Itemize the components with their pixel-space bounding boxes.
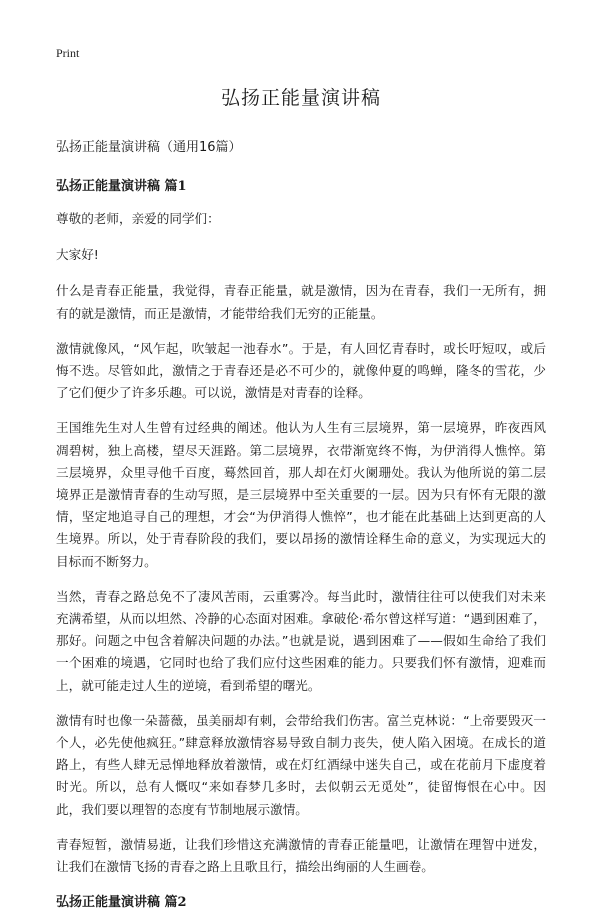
paragraph-body: 激情有时也像一朵蔷薇，虽美丽却有刺，会带给我们伤害。富兰克林说：“上帝要毁灭一个人，必先使他疯狂。”肆意释放激情容易导致自制力丧失，使人陷入困境。在成长的道路上，有些人肆无忌惮地释放着激情，或在灯红酒绿中迷失自己，或在花前月下虚度着时光。所以，总有人慨叹“来如春梦几多时，去似朝云无觅处”，徒留悔恨在心中。因此，我们要以理智的态度有节制地展示激情。 (56, 712, 546, 817)
section-heading-1: 弘扬正能量演讲稿 篇1 (56, 179, 187, 194)
document-subtitle: 弘扬正能量演讲稿（通用16篇） (56, 140, 242, 155)
paragraph-greeting: 大家好! (56, 247, 99, 263)
paragraph-body: 什么是青春正能量，我觉得，青春正能量，就是激情，因为在青春，我们一无所有，拥有的就是激情，而正是激情，才能带给我们无穷的正能量。 (56, 283, 546, 321)
document-title: 弘扬正能量演讲稿 (220, 87, 381, 109)
paragraph-body: 青春短暂，激情易逝，让我们珍惜这充满激情的青春正能量吧，让激情在理智中迸发，让我们在激情飞扬的青春之路上且歌且行，描绘出绚丽的人生画卷。 (56, 836, 546, 875)
paragraph-body: 激情就像风，“风乍起，吹皱起一池春水”。于是，有人回忆青春时，或长吁短叹，或后悔不迭。尽管如此，激情之于青春还是必不可少的，就像仲夏的鸣蝉，隆冬的雪花，少了它们便少了许多乐趣。可以说，激情是对青春的诠释。 (56, 340, 546, 401)
section-heading-2: 弘扬正能量演讲稿 篇2 (56, 895, 187, 910)
paragraph-salutation: 尊敬的老师，亲爱的同学们： (56, 211, 220, 226)
paragraph-body: 王国维先生对人生曾有过经典的阐述。他认为人生有三层境界，第一层境界，昨夜西风凋碧树，独上高楼，望尽天涯路。第二层境界，衣带渐宽终不悔，为伊消得人憔悴。第三层境界，众里寻他千百度，蓦然回首，那人却在灯火阑珊处。我认为他所说的第二层境界正是激情青春的生动写照，是三层境界中至关重要的一层。因为只有怀有无限的激情，坚定地追寻自己的理想，才会“为伊消得人憔悴”，也才能在此基础上达到更高的人生境界。所以，处于青春阶段的我们，要以昂扬的激情诠释生命的意义，为实现远大的目标而不断努力。 (56, 420, 546, 569)
print-link[interactable]: Print (56, 46, 80, 60)
paragraph-body: 当然，青春之路总免不了凄风苦雨，云重雾冷。每当此时，激情往往可以使我们对未来充满希望，从而以坦然、冷静的心态面对困难。拿破伦·希尔曾这样写道：“遇到困难了，那好。问题之中包含着解决问题的办法。”也就是说，遇到困难了——假如生命给了我们一个困难的境遇，它同时也给了我们应付这些困难的能力。只要我们怀有激情，迎难而上，就可能走过人生的逆境，看到希望的曙光。 (56, 588, 546, 693)
